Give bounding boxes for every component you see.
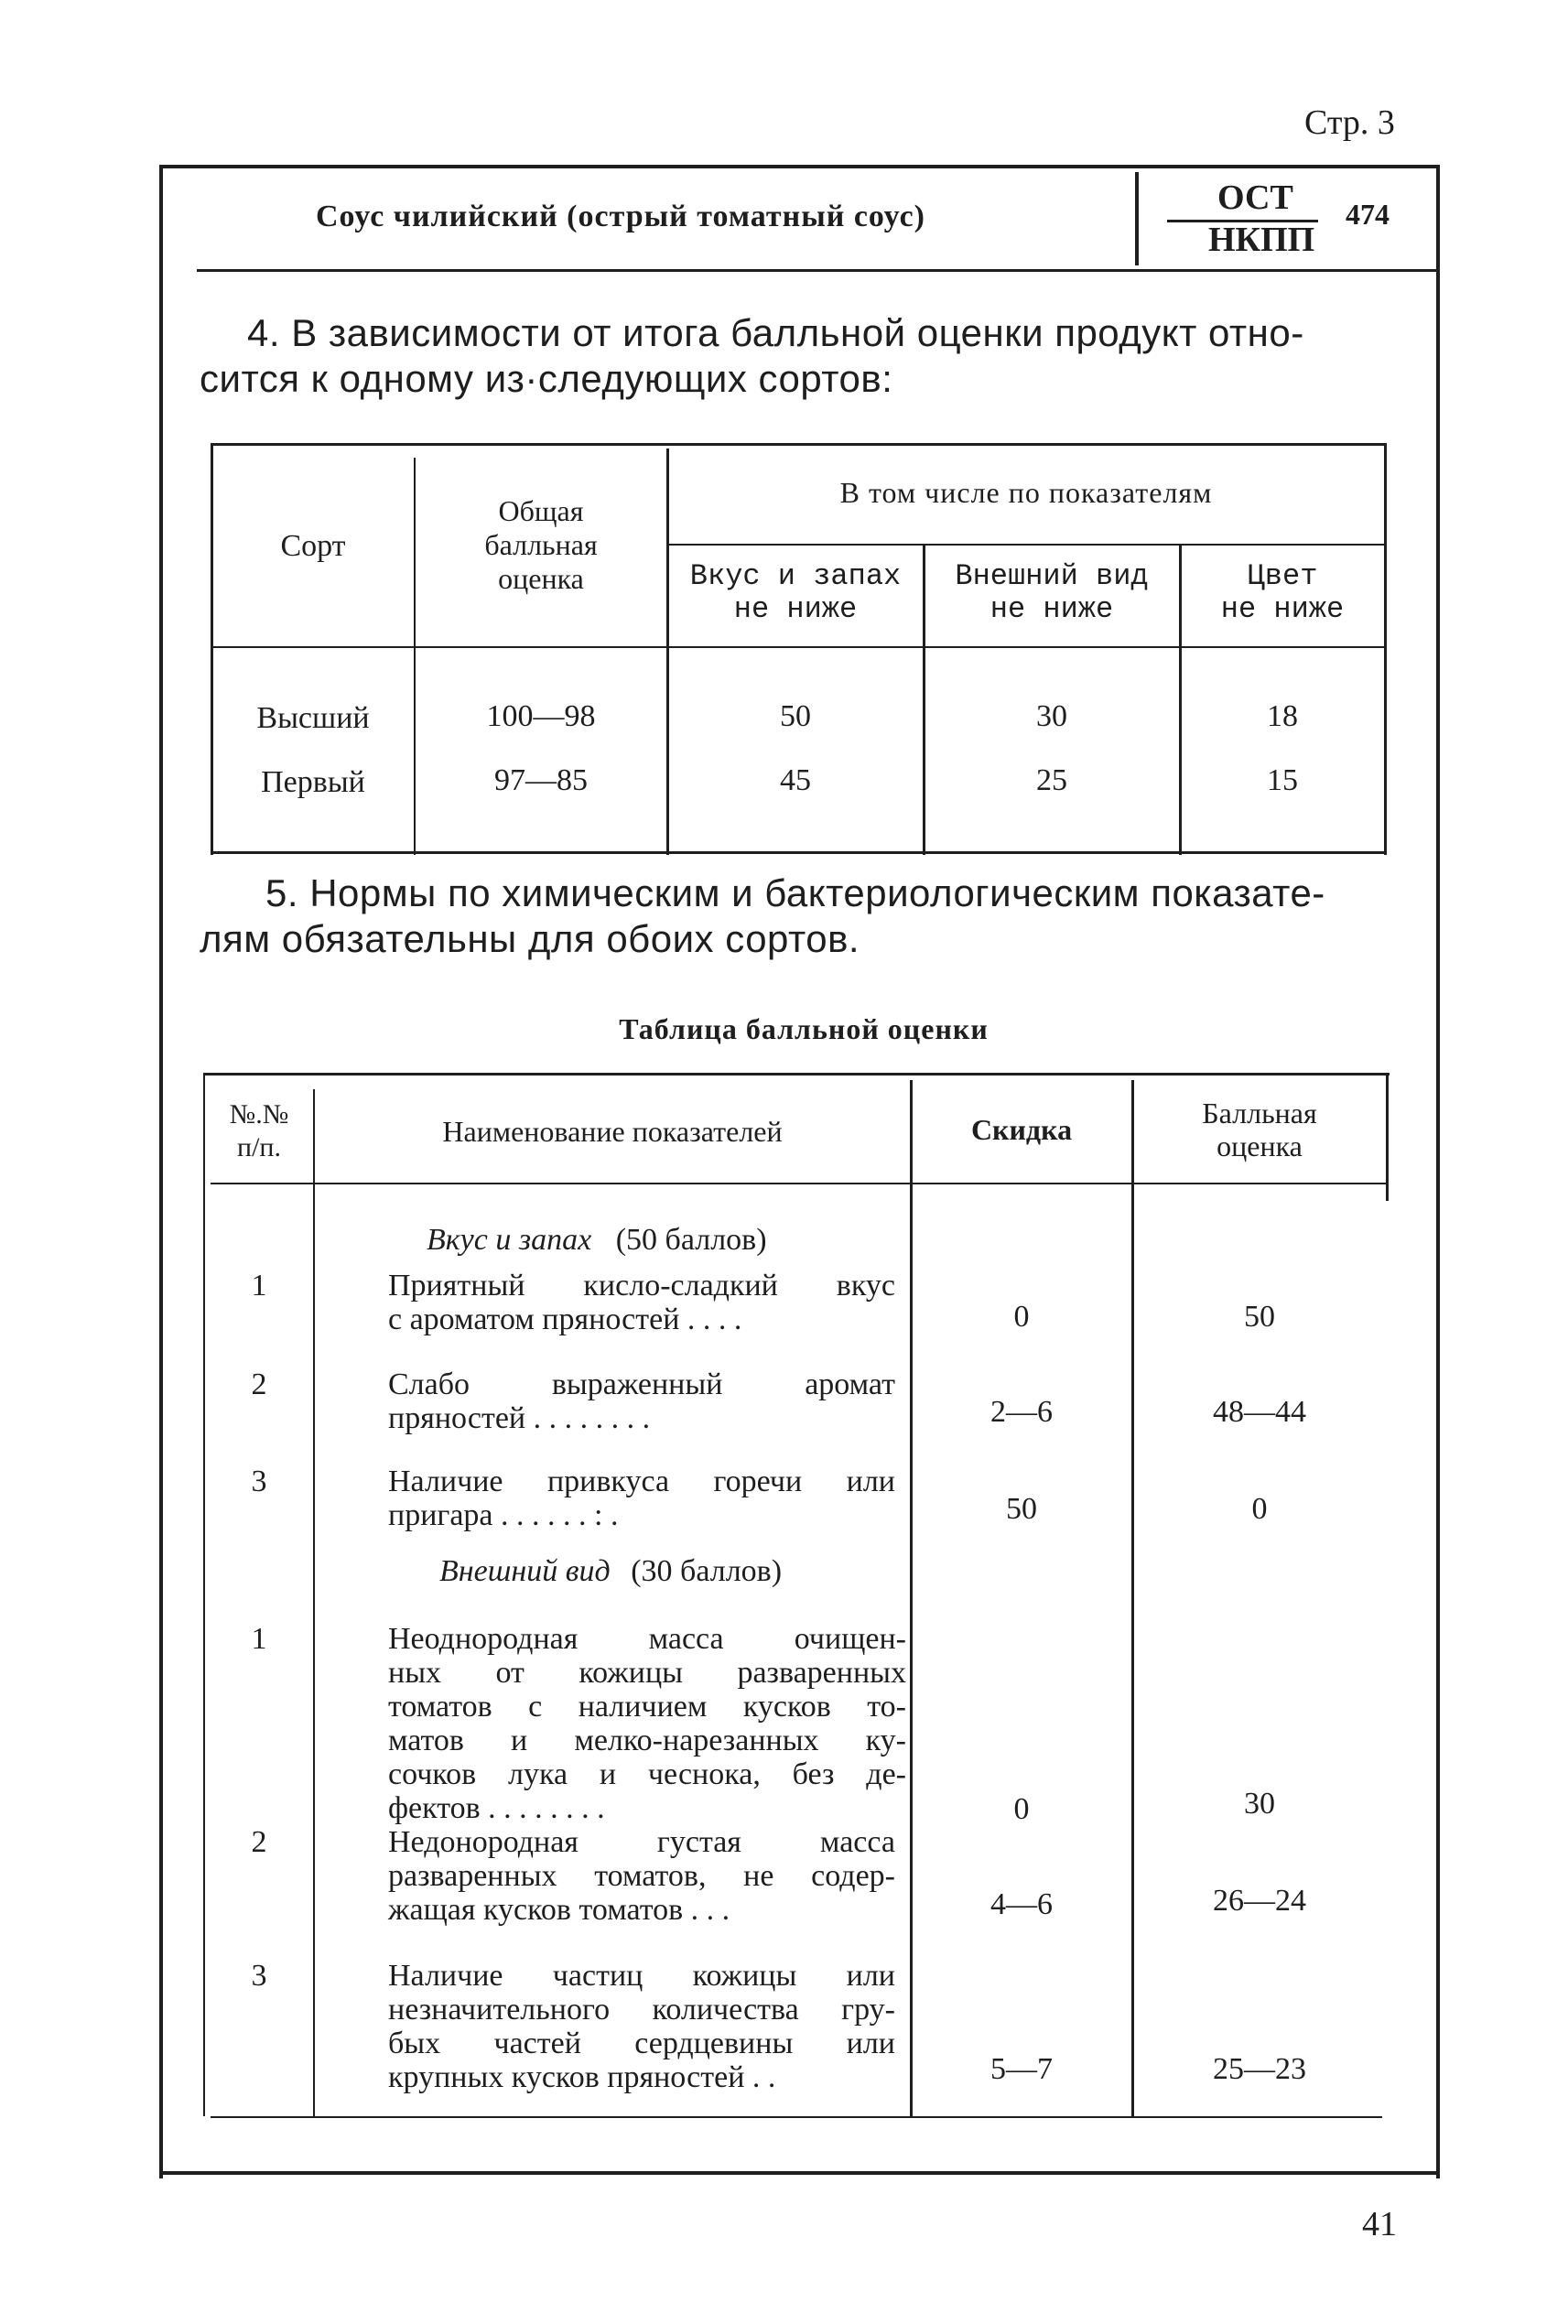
score-name-line: Приятный кисло-сладкий вкус (388, 1269, 895, 1303)
sort-col-look-header (925, 560, 1179, 626)
score-cell-name (388, 1465, 895, 1532)
sort-cell-total: 100—98 (486, 699, 596, 733)
score-name-line: жащая кусков томатов . . . (388, 1893, 730, 1927)
sort-cell-look: 25 (1036, 763, 1067, 797)
sort-col-taste-header (668, 560, 923, 626)
sort-col-total-line3: оценка (498, 562, 584, 595)
score-name-line: пригара . . . . . . : . (388, 1498, 619, 1532)
score-name-line: бых частей сердцевины или (388, 2027, 895, 2060)
sort-col-color-header (1181, 560, 1384, 626)
sort-cell-total: 97—85 (494, 763, 588, 797)
sort-cell-color: 18 (1267, 699, 1298, 733)
score-cell-discount: 50 (1006, 1492, 1037, 1526)
score-cell-num: 3 (251, 1959, 267, 1993)
sort-cell-color: 15 (1267, 763, 1298, 797)
sort-cell-sort: Высший (256, 701, 370, 735)
score-name-line: с ароматом пряностей . . . . (388, 1303, 742, 1336)
para5-line1: 5. Нормы по химическим и бактериологическим показате- (265, 871, 1325, 914)
score-cell-score: 30 (1244, 1787, 1275, 1821)
score-cell-discount: 2—6 (990, 1395, 1053, 1429)
score-col-num-header (205, 1098, 313, 1164)
sort-col-taste-line2: не ниже (733, 592, 858, 626)
score-cell-num: 1 (251, 1622, 267, 1656)
score-cell-discount: 0 (1013, 1792, 1030, 1826)
header-ost: ОСТ (1217, 178, 1293, 217)
header-nkpp: НКПП (1208, 221, 1315, 259)
score-col-name-header: Наименование показателей (442, 1115, 783, 1148)
score-cell-name (388, 1825, 895, 1927)
para4-line2: сится к одному из·следующих сортов: (200, 357, 893, 400)
sort-col-color-line2: не ниже (1220, 592, 1345, 626)
score-name-line: Наличие привкуса горечи или (388, 1465, 895, 1498)
sort-cell-look: 30 (1036, 699, 1067, 733)
sort-col-total-header (416, 494, 666, 596)
score-col-score-header (1133, 1097, 1386, 1162)
score-cell-score: 50 (1244, 1300, 1275, 1334)
score-name-line: сочков лука и чеснока, без де- (388, 1757, 906, 1791)
score-col-num-line1: №.№ (229, 1099, 289, 1130)
section-taste-points: (50 баллов) (615, 1223, 767, 1257)
section-taste-header (427, 1223, 767, 1258)
sort-cell-sort: Первый (261, 765, 365, 799)
frame-top-rule (163, 165, 1440, 168)
score-cell-discount: 5—7 (990, 2052, 1053, 2086)
frame-left-rule (159, 165, 163, 2178)
sort-col-sort-header: Сорт (280, 529, 346, 563)
header-bottom-rule (197, 269, 1440, 272)
page-label: Стр. 3 (1304, 103, 1395, 142)
section-taste-name: Вкус и запах (427, 1223, 592, 1257)
para4-line1: 4. В зависимости от итога балльной оценки продукт отно- (247, 311, 1304, 354)
sort-col-color-line1: Цвет (1247, 559, 1318, 593)
score-cell-discount: 0 (1013, 1300, 1030, 1334)
sort-col-total-line2: балльная (484, 528, 598, 561)
score-col-discount-header: Скидка (970, 1113, 1073, 1146)
sort-cell-taste: 50 (780, 699, 811, 733)
score-name-line: Слабо выраженный аромат (388, 1367, 895, 1401)
score-col-score-line1: Балльная (1202, 1097, 1317, 1130)
frame-bottom-rule (159, 2171, 1440, 2175)
section-appearance-header (439, 1554, 782, 1589)
score-col-score-line2: оценка (1217, 1130, 1303, 1162)
section-appearance-points: (30 баллов) (631, 1554, 783, 1588)
sort-col-look-line1: Внешний вид (955, 559, 1149, 593)
score-cell-num: 3 (251, 1465, 267, 1498)
header-title: Соус чилийский (острый томатный соус) (316, 200, 925, 233)
page-number: 41 (1362, 2205, 1397, 2243)
score-cell-name (388, 1622, 906, 1825)
score-cell-num: 1 (251, 1269, 267, 1303)
score-name-line: матов и мелко-нарезанных ку- (388, 1724, 906, 1757)
score-name-line: пряностей . . . . . . . . (388, 1401, 651, 1435)
score-col-num-line2: п/п. (237, 1132, 281, 1162)
score-name-line: Наличие частиц кожицы или (388, 1959, 895, 1993)
score-cell-name (388, 1367, 895, 1435)
score-cell-name (388, 1269, 895, 1336)
header-number: 474 (1346, 198, 1390, 231)
score-cell-score: 48—44 (1213, 1395, 1306, 1429)
sort-cell-taste: 45 (780, 763, 811, 797)
score-cell-num: 2 (251, 1367, 267, 1401)
sort-col-look-line2: не ниже (989, 592, 1114, 626)
score-name-line: фектов . . . . . . . . (388, 1791, 605, 1825)
score-cell-score: 25—23 (1213, 2052, 1306, 2086)
score-name-line: ных от кожицы разваренных (388, 1656, 906, 1690)
score-table-title: Таблица балльной оценки (619, 1012, 989, 1045)
para5-line2: лям обязательны для обоих сортов. (200, 917, 860, 960)
score-name-line: крупных кусков пряностей . . (388, 2060, 776, 2094)
sort-col-total-line1: Общая (498, 494, 584, 527)
score-cell-discount: 4—6 (990, 1887, 1053, 1921)
frame-right-rule (1436, 165, 1440, 2178)
score-cell-num: 2 (251, 1825, 267, 1859)
score-cell-name (388, 1959, 895, 2094)
score-name-line: Неоднородная масса очищен- (388, 1622, 906, 1656)
score-cell-score: 26—24 (1213, 1884, 1306, 1918)
score-name-line: томатов с наличием кусков то- (388, 1690, 906, 1724)
section-appearance-name: Внешний вид (439, 1554, 611, 1588)
header-divider (1135, 172, 1139, 265)
score-name-line: незначительного количества гру- (388, 1993, 895, 2027)
sort-group-header: В том числе по показателям (839, 476, 1213, 509)
sort-col-taste-line1: Вкус и запах (689, 559, 902, 593)
score-name-line: разваренных томатов, не содер- (388, 1859, 895, 1893)
score-name-line: Недонородная густая масса (388, 1825, 895, 1859)
score-cell-score: 0 (1251, 1492, 1268, 1526)
